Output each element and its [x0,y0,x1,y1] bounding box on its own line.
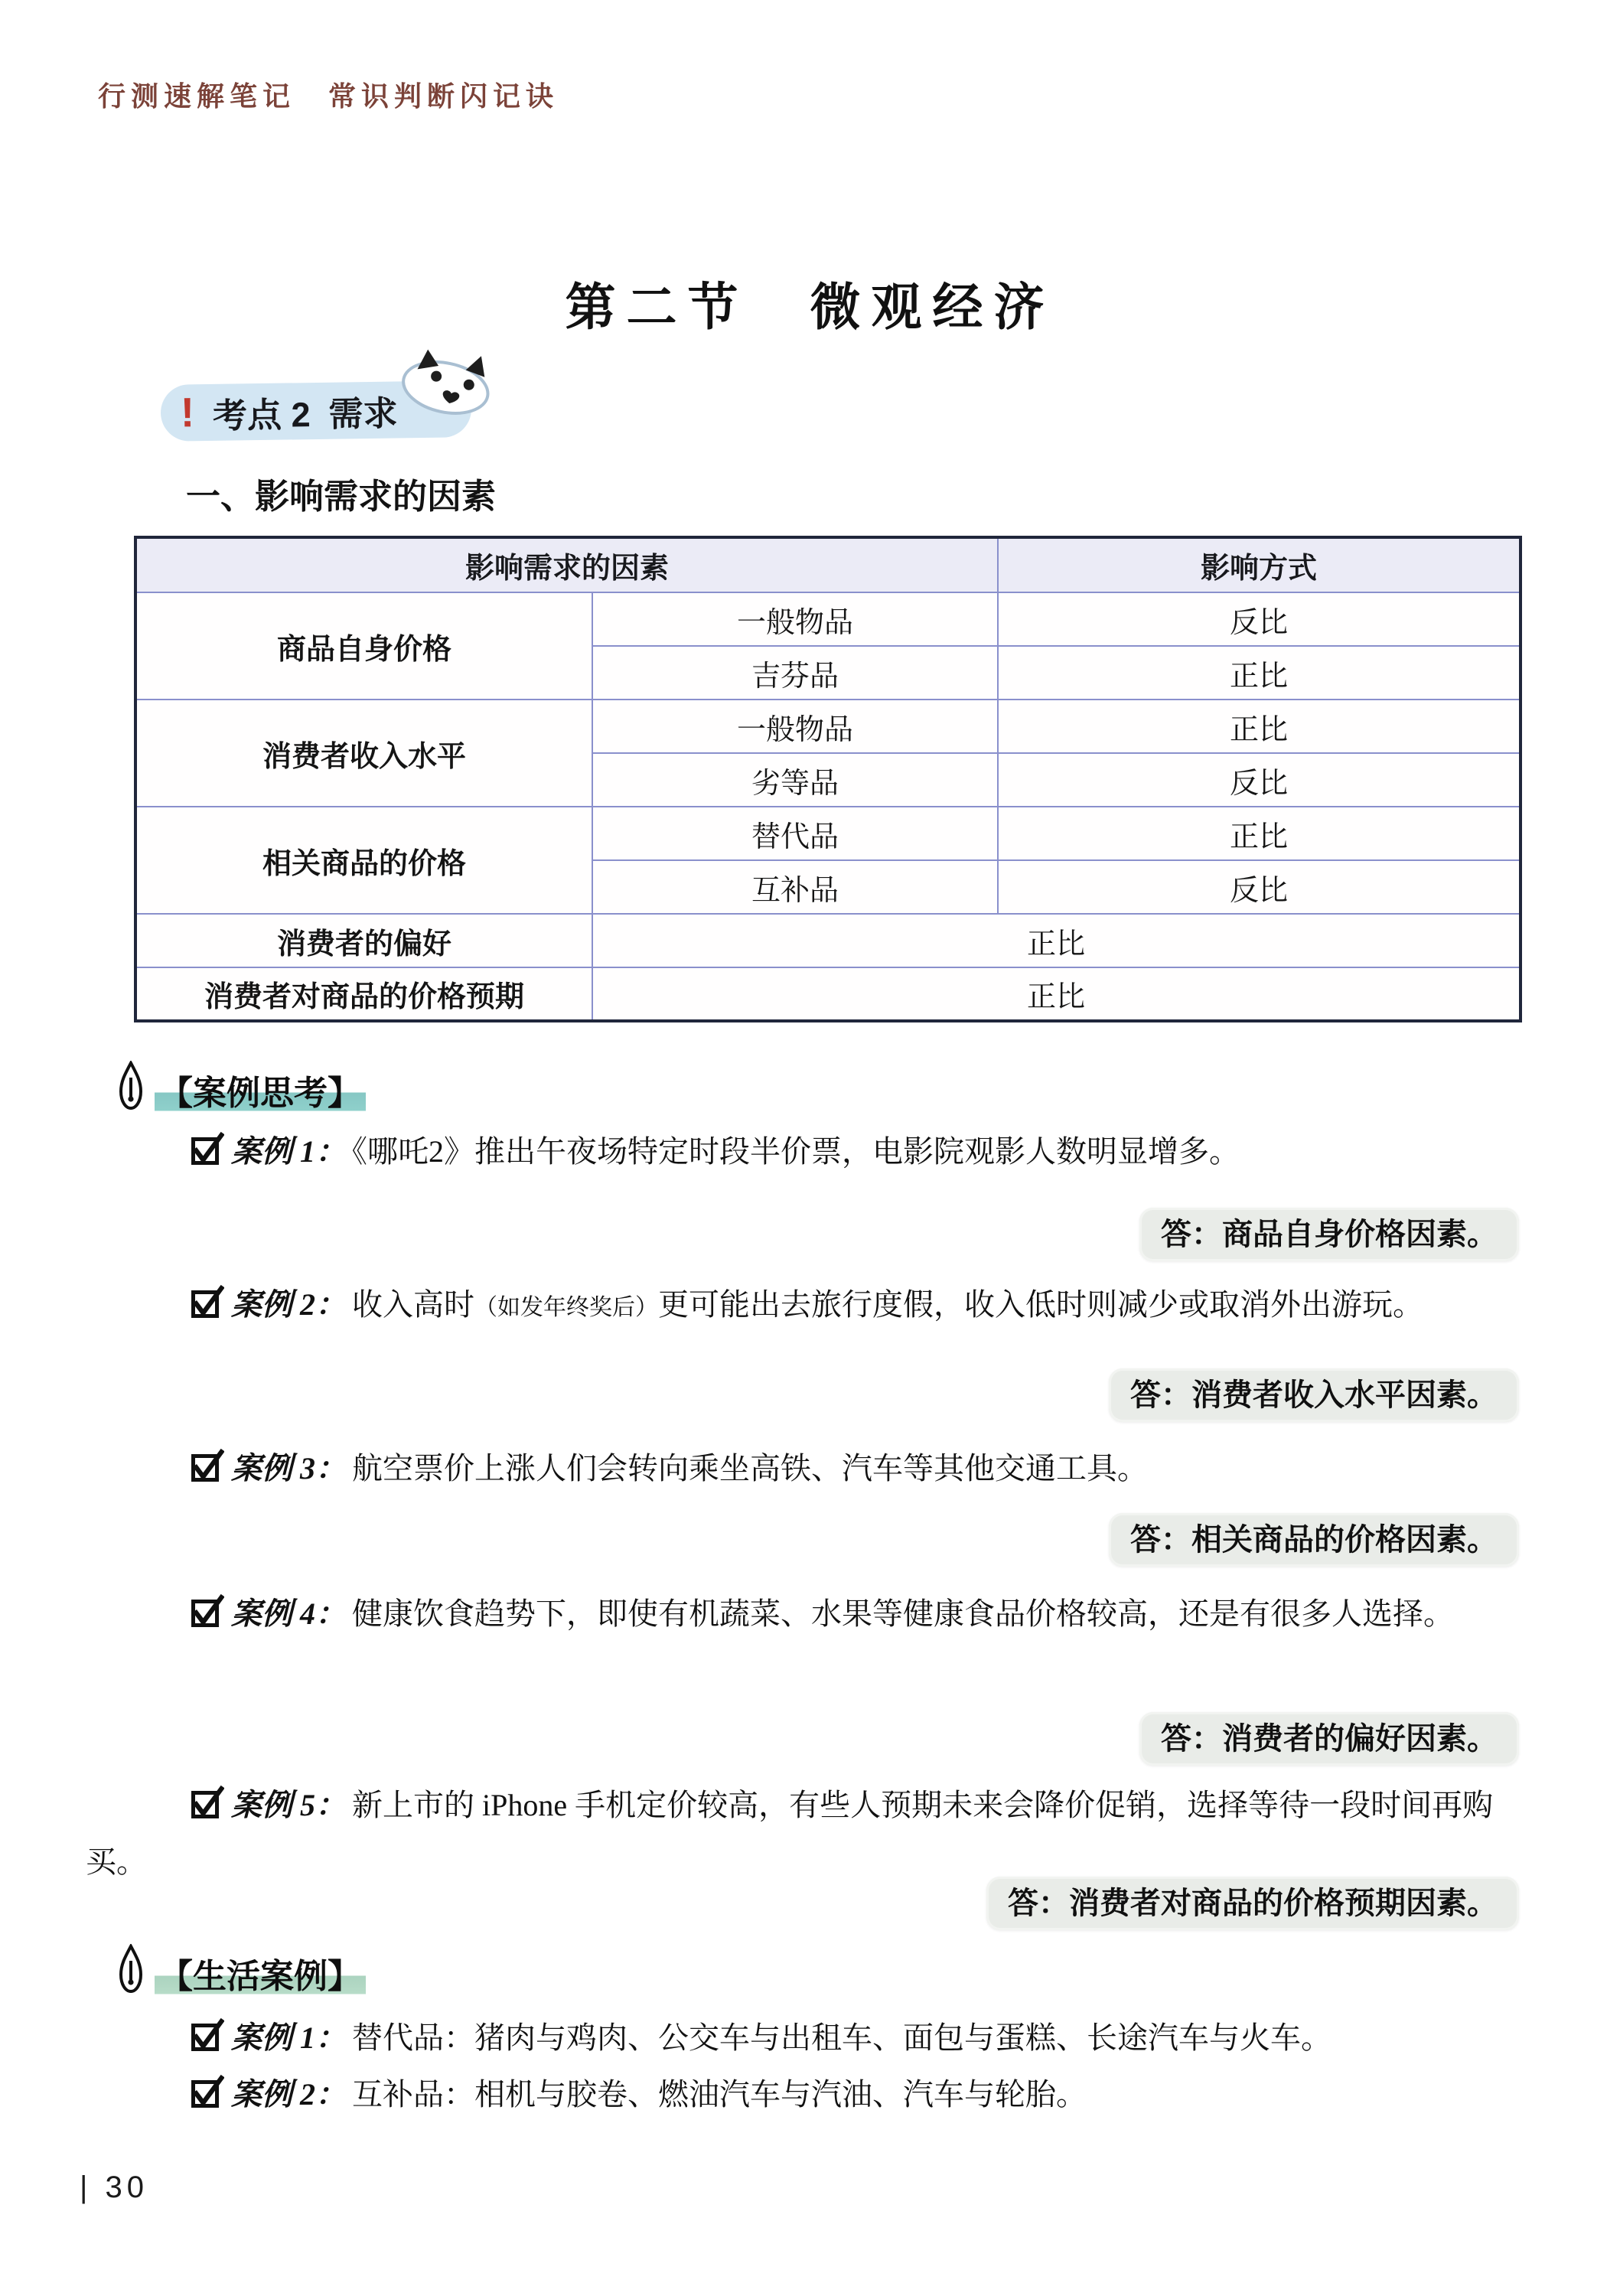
page-number: | 30 [80,2170,148,2204]
table-cell-sub: 吉芬品 [592,646,998,700]
answer-highlight: 答：消费者收入水平因素。 [1109,1368,1519,1422]
pen-nib-icon [115,1061,147,1115]
checkbox-icon [191,2024,219,2051]
table-cell-sub: 替代品 [592,807,998,860]
answer-highlight: 答：消费者的偏好因素。 [1139,1712,1519,1766]
case-paragraph [86,2010,1524,2066]
case-paragraph [86,1124,1524,1180]
checkbox-icon [191,2080,219,2108]
table-cell-mode: 正比 [998,700,1521,753]
table-cell-sub: 一般物品 [592,592,998,646]
checkbox-icon [191,1454,219,1482]
table-cell-factor: 消费者的偏好 [135,914,592,967]
checkbox-icon [191,1137,219,1165]
table-header-mode: 影响方式 [998,537,1521,592]
case-text: 航空票价上涨人们会转向乘坐高铁、汽车等其他交通工具。 [352,1451,1148,1486]
case-label: 案例 2： [231,1287,346,1322]
exclamation-icon: ! [180,390,195,436]
case-label: 案例 1： [231,2020,346,2055]
case-text: 替代品：猪肉与鸡肉、公交车与出租车、面包与蛋糕、长途汽车与火车。 [352,2020,1332,2055]
case-text: 更可能出去旅行度假，收入低时则减少或取消外出游玩。 [658,1287,1423,1322]
table-cell-factor: 消费者对商品的价格预期 [135,967,592,1021]
case-think-header [115,1061,366,1115]
demand-factors-table [134,536,1522,1022]
table-cell-mode: 反比 [998,592,1521,646]
answer-highlight: 答：消费者对商品的价格预期因素。 [986,1877,1519,1930]
table-cell-mode: 反比 [998,860,1521,914]
case-text: 收入高时 [352,1287,474,1322]
life-case-header [115,1944,366,1998]
case-label: 案例 5： [231,1788,346,1822]
pen-nib-icon [115,1944,147,1998]
case-text: 健康饮食趋势下，即使有机蔬菜、水果等健康食品价格较高，还是有很多人选择。 [352,1596,1454,1631]
section-heading: 一、影响需求的因素 [186,477,497,516]
table-header-row [135,537,1521,592]
table-row [135,967,1521,1021]
case-paragraph [86,1277,1524,1336]
checkbox-icon [191,1600,219,1627]
table-cell-factor: 相关商品的价格 [135,807,592,914]
table-header-factor: 影响需求的因素 [135,537,998,592]
answer-highlight: 答：相关商品的价格因素。 [1109,1513,1519,1567]
table-cell-factor: 消费者收入水平 [135,700,592,807]
page-title: 第二节 微观经济 [565,280,1055,336]
answer-highlight: 答：商品自身价格因素。 [1139,1208,1519,1261]
table-row [135,592,1521,646]
badge-label: 考点 2 [212,394,311,435]
table-cell-factor: 商品自身价格 [135,592,592,700]
checkbox-icon [191,1791,219,1818]
section-label: 【生活案例】 [155,1955,366,1998]
case-paragraph [86,1777,1524,1890]
table-cell-mode: 正比 [998,807,1521,860]
case-label: 案例 4： [231,1596,346,1631]
header-note: 行测速解笔记 常识判断闪记诀 [98,81,559,112]
table-cell-sub: 劣等品 [592,753,998,807]
case-note: （如发年终奖后） [474,1295,658,1320]
case-text: 新上市的 iPhone 手机定价较高，有些人预期未来会降价促销，选择等待一段时间再购买。 [86,1788,1494,1879]
badge-title: 需求 [328,393,398,434]
checkbox-icon [191,1290,219,1318]
table-row [135,914,1521,967]
case-text: 《哪吒2》推出午夜场特定时段半价票，电影院观影人数明显增多。 [352,1134,1240,1169]
section-label: 【案例思考】 [155,1071,366,1115]
case-label: 案例 1： [231,1134,346,1169]
table-cell-mode: 反比 [998,753,1521,807]
table-cell-sub: 互补品 [592,860,998,914]
case-text: 互补品：相机与胶卷、燃油汽车与汽油、汽车与轮胎。 [352,2077,1087,2112]
case-paragraph [86,1586,1524,1642]
case-paragraph [86,2066,1524,2123]
case-label: 案例 3： [231,1451,346,1486]
table-row [135,700,1521,753]
table-cell-mode: 正比 [592,967,1521,1021]
table-cell-mode: 正比 [592,914,1521,967]
table-cell-mode: 正比 [998,646,1521,700]
table-cell-sub: 一般物品 [592,700,998,753]
table-row [135,807,1521,860]
case-label: 案例 2： [231,2077,346,2112]
case-paragraph [86,1440,1524,1497]
